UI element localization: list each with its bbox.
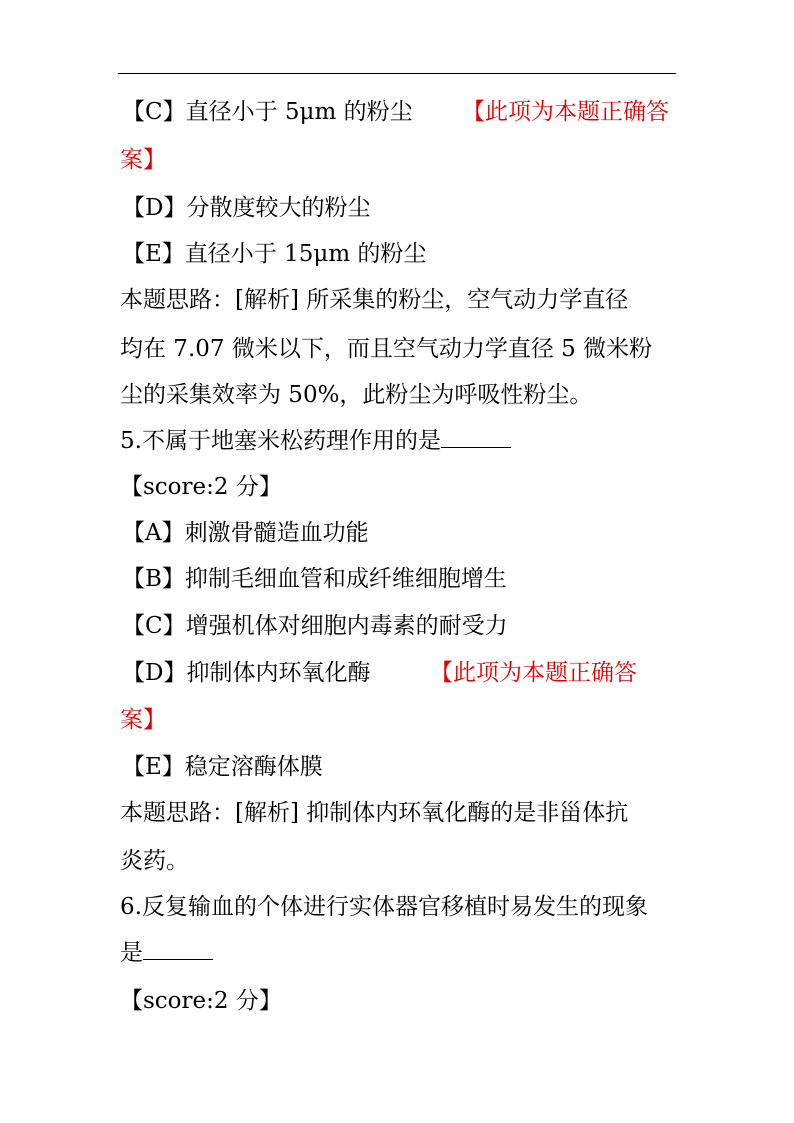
q5-analysis-line-1: 本题思路：[解析] 抑制体内环氧化酶的是非甾体抗 xyxy=(120,800,629,826)
q5-option-a: 【A】刺激骨髓造血功能 xyxy=(122,520,369,546)
q5-option-e: 【E】稳定溶酶体膜 xyxy=(122,754,323,780)
q6-score: 【score:2 分】 xyxy=(120,988,282,1014)
q5-stem: 5.不属于地塞米松药理作用的是 xyxy=(120,426,511,456)
q6-stem-line-1: 6.反复输血的个体进行实体器官移植时易发生的现象 xyxy=(120,894,648,920)
q4-analysis-line-1: 本题思路：[解析] 所采集的粉尘，空气动力学直径 xyxy=(120,287,629,313)
q4-analysis-line-2: 均在 7.07 微米以下，而且空气动力学直径 5 微米粉 xyxy=(120,336,653,362)
q5-correct-mark: 【此项为本题正确答 xyxy=(430,660,637,686)
answer-blank xyxy=(441,427,511,448)
header-rule xyxy=(118,73,676,74)
q4-option-c: 【C】直径小于 5μm 的粉尘 xyxy=(122,99,413,125)
q6-stem-line-2: 是 xyxy=(120,938,213,968)
q4-correct-mark: 【此项为本题正确答 xyxy=(462,99,669,125)
q4-correct-mark-cont: 案】 xyxy=(120,147,166,173)
q4-analysis-line-3: 尘的采集效率为 50%，此粉尘为呼吸性粉尘。 xyxy=(120,382,593,408)
q4-option-e: 【E】直径小于 15μm 的粉尘 xyxy=(122,241,427,267)
q5-option-d: 【D】抑制体内环氧化酶 xyxy=(122,660,371,686)
q5-correct-mark-cont: 案】 xyxy=(120,707,166,733)
q5-analysis-line-2: 炎药。 xyxy=(120,848,189,874)
q4-option-d: 【D】分散度较大的粉尘 xyxy=(122,195,371,221)
q5-option-c: 【C】增强机体对细胞内毒素的耐受力 xyxy=(122,613,508,639)
answer-blank xyxy=(143,939,213,960)
q5-score: 【score:2 分】 xyxy=(120,474,282,500)
q5-option-b: 【B】抑制毛细血管和成纤维细胞增生 xyxy=(122,566,507,592)
